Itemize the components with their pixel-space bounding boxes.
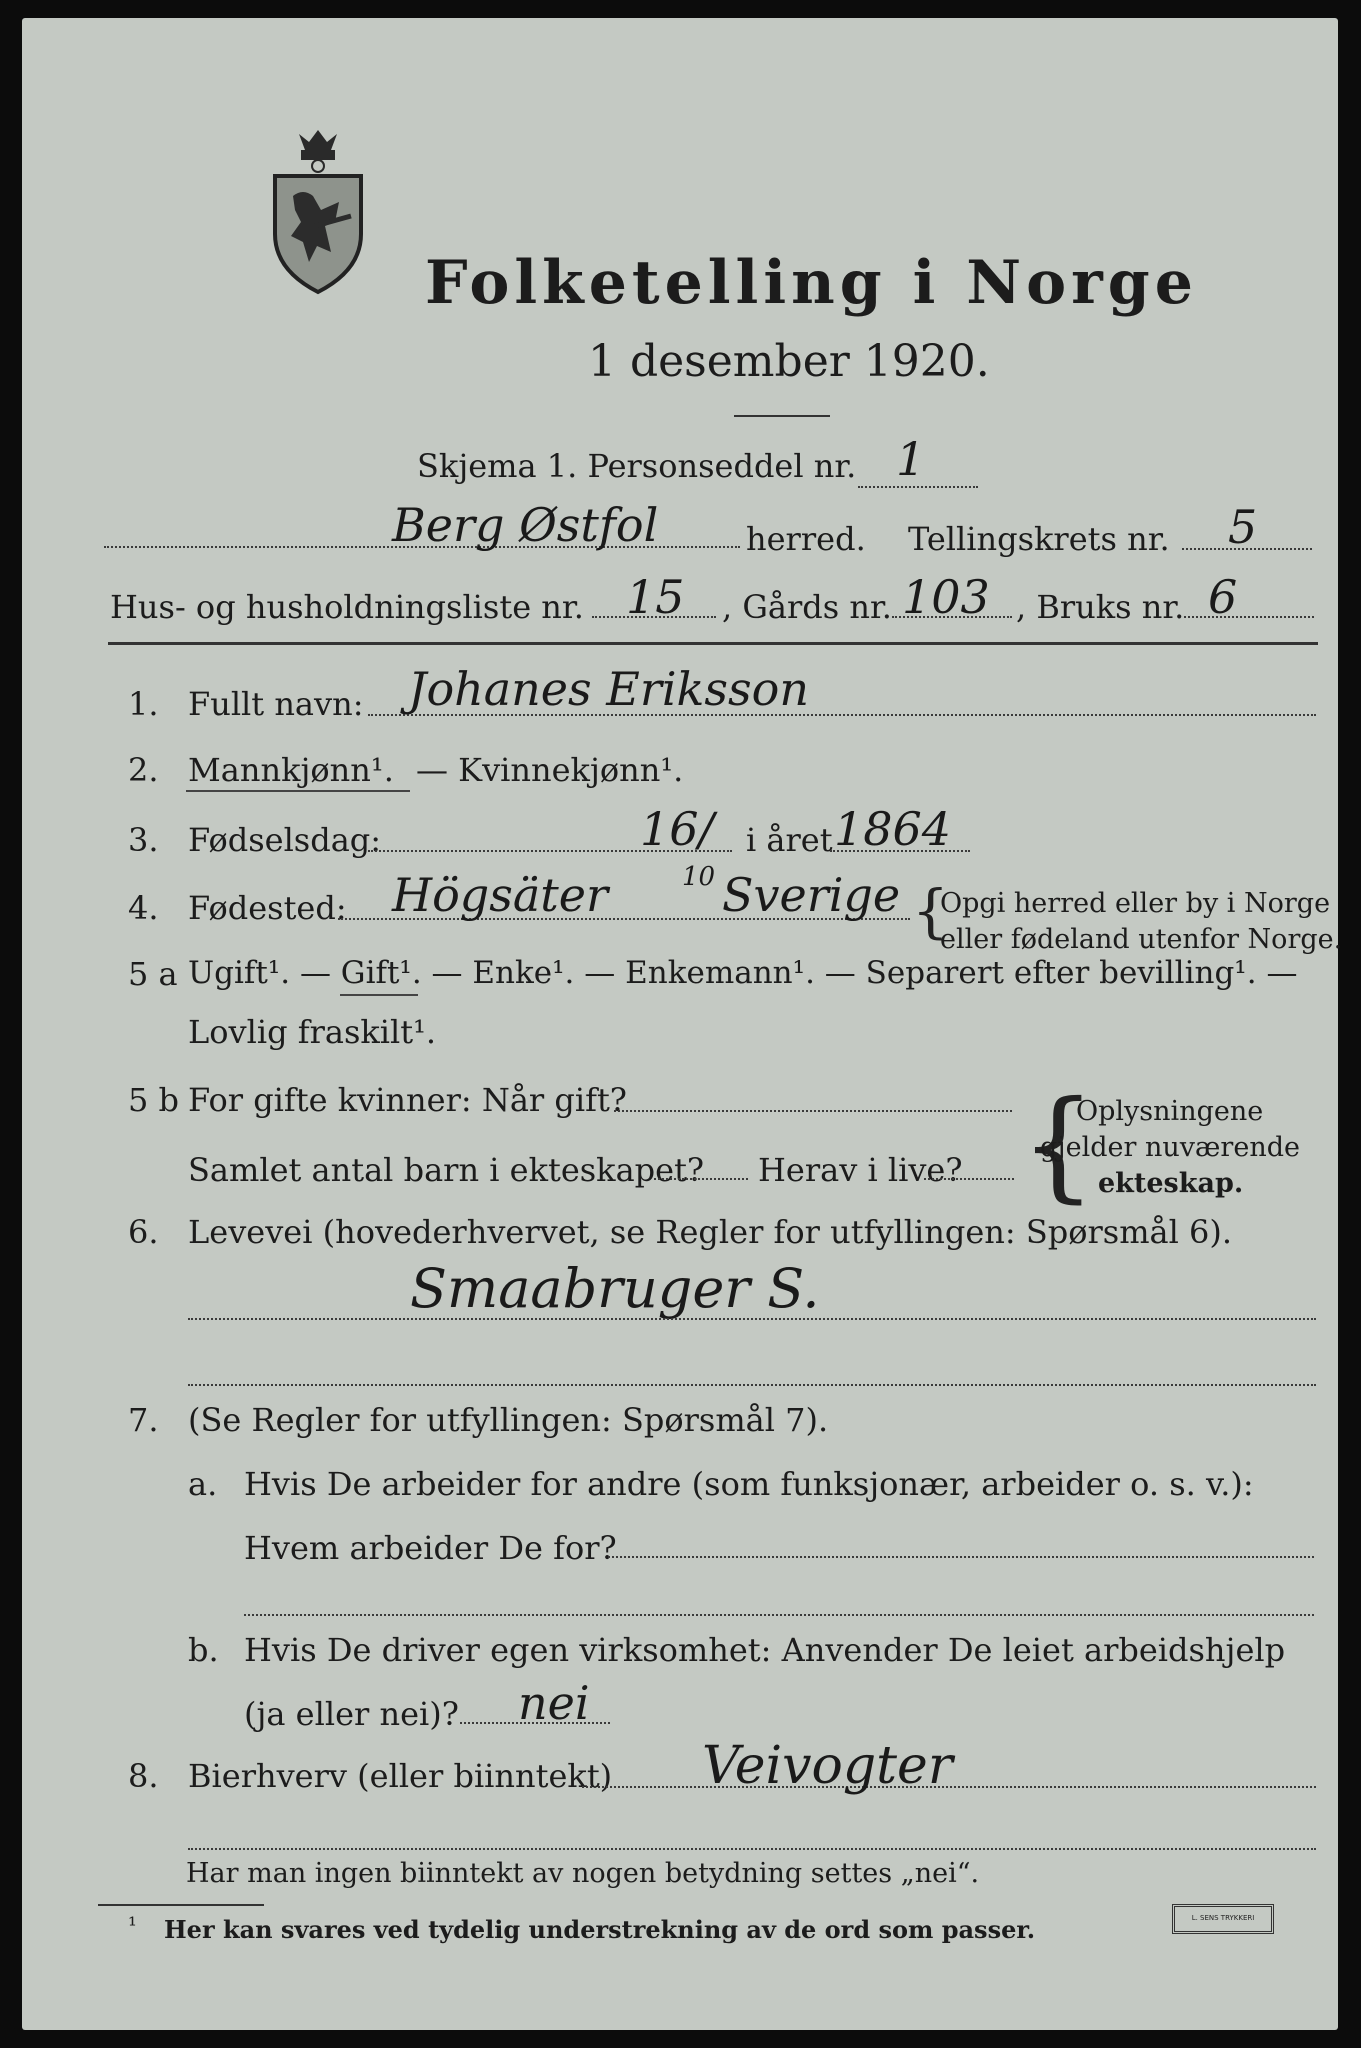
birthplace-note-line2: eller fødeland utenfor Norge.	[940, 924, 1343, 955]
q5b-number: 5 b	[128, 1081, 180, 1119]
herred-label: herred.	[746, 520, 866, 558]
marriage-note-brace: {	[1020, 1076, 1097, 1215]
birthplace-label: Fødested:	[188, 889, 347, 927]
birthplace-note-line1: Opgi herred eller by i Norge	[940, 888, 1331, 919]
side-income-label: Bierhverv (eller biinntekt)	[188, 1757, 613, 1795]
bruks-field-line	[1184, 616, 1314, 618]
birthplace-value[interactable]: Högsäter	[392, 868, 608, 922]
q6-number: 6.	[128, 1213, 159, 1251]
occupation-field-line1	[188, 1318, 1316, 1320]
civil-status-options[interactable]: Ugift¹. — Gift¹. — Enke¹. — Enkemann¹. — Separert efter bevilling¹. —	[188, 955, 1298, 991]
q7-label: (Se Regler for utfyllingen: Spørsmål 7).	[188, 1401, 829, 1439]
herred-value[interactable]: Berg Østfol	[392, 498, 659, 552]
q5a-number: 5 a	[128, 955, 178, 993]
tellingskrets-value[interactable]: 5	[1228, 500, 1258, 554]
birthdate-value[interactable]: 16/	[640, 802, 715, 856]
husholdningsliste-value[interactable]: 15	[626, 570, 685, 624]
printer-stamp	[1172, 1904, 1274, 1934]
personseddel-value[interactable]: 1	[896, 432, 926, 486]
employer-field-line2	[244, 1614, 1314, 1616]
footnote-divider	[98, 1904, 264, 1906]
occupation-value[interactable]: Smaabruger S.	[410, 1257, 820, 1320]
q7a-letter: a.	[188, 1465, 218, 1503]
hired-help-label: (ja eller nei)?	[244, 1695, 459, 1733]
form-title: Folketelling i Norge	[425, 248, 1198, 318]
birthplace-note-brace: {	[912, 877, 949, 945]
q4-number: 4.	[128, 889, 159, 927]
side-income-field-line2	[188, 1848, 1316, 1850]
footnote-text: Her kan svares ved tydelig understrekning av de ord som passer.	[164, 1915, 1036, 1944]
gards-value[interactable]: 103	[902, 570, 990, 624]
bruks-label: , Bruks nr.	[1016, 588, 1185, 626]
tellingskrets-label: Tellingskrets nr.	[908, 520, 1170, 558]
side-income-value[interactable]: Veivogter	[702, 1736, 953, 1796]
gift-underline	[340, 994, 418, 996]
husholdningsliste-label: Hus- og husholdningsliste nr.	[110, 588, 584, 626]
children-count-field-line	[654, 1178, 748, 1180]
q1-number: 1.	[128, 685, 159, 723]
birthyear-value[interactable]: 1864	[834, 802, 952, 856]
full-name-label: Fullt navn:	[188, 685, 364, 723]
footnote-mark: ¹	[128, 1914, 137, 1939]
printer-stamp-text: L. SENS TRYKKERI	[1191, 1914, 1255, 1922]
q7b-letter: b.	[188, 1631, 219, 1669]
occupation-field-line2	[188, 1384, 1316, 1386]
married-when-label: For gifte kvinner: Når gift?	[188, 1081, 627, 1119]
census-form	[22, 18, 1343, 2030]
hired-help-value[interactable]: nei	[518, 1676, 590, 1730]
hired-help-question: Hvis De driver egen virksomhet: Anvender De leiet arbeidshjelp	[244, 1631, 1286, 1669]
children-alive-label: Herav i live?	[758, 1151, 963, 1189]
birthplace-sup: 10	[682, 862, 716, 892]
birthplace-country-value[interactable]: Sverige	[722, 868, 901, 922]
marriage-note-line3: ekteskap.	[1098, 1168, 1244, 1199]
marriage-note-line2: gjelder nuværende	[1040, 1132, 1300, 1163]
mannkjonn-option[interactable]: Mannkjønn¹.	[188, 751, 394, 789]
employer-field-line1	[608, 1556, 1314, 1558]
kvinnekjonn-option[interactable]: — Kvinnekjønn¹.	[416, 751, 684, 789]
q2-number: 2.	[128, 751, 159, 789]
mannkjonn-underline	[186, 790, 410, 792]
personseddel-field-line	[858, 486, 978, 488]
children-alive-field-line	[924, 1178, 1014, 1180]
full-name-value[interactable]: Johanes Eriksson	[408, 662, 809, 716]
employer-label: Hvem arbeider De for?	[244, 1529, 617, 1567]
form-date: 1 desember 1920.	[588, 336, 990, 387]
birthdate-label: Fødselsdag:	[188, 821, 382, 859]
children-count-label: Samlet antal barn i ekteskapet?	[188, 1151, 705, 1189]
q3-number: 3.	[128, 821, 159, 859]
coat-of-arms-icon	[265, 130, 371, 296]
q8-number: 8.	[128, 1757, 159, 1795]
marriage-note-line1: Oplysningene	[1076, 1096, 1264, 1127]
title-divider	[734, 415, 830, 417]
occupation-label: Levevei (hovederhvervet, se Regler for utfyllingen: Spørsmål 6).	[188, 1213, 1233, 1251]
civil-status-options-line2[interactable]: Lovlig fraskilt¹.	[188, 1013, 437, 1051]
birthyear-label: i året	[746, 821, 833, 859]
header-divider	[108, 642, 1318, 645]
q7-number: 7.	[128, 1401, 159, 1439]
schema-label: Skjema 1. Personseddel nr.	[417, 447, 857, 485]
bruks-value[interactable]: 6	[1208, 570, 1238, 624]
employer-question: Hvis De arbeider for andre (som funksjonær, arbeider o. s. v.):	[244, 1465, 1254, 1503]
gards-label: , Gårds nr.	[722, 588, 892, 626]
side-income-note: Har man ingen biinntekt av nogen betydning settes „nei“.	[186, 1858, 980, 1889]
married-when-field-line	[614, 1110, 1012, 1112]
